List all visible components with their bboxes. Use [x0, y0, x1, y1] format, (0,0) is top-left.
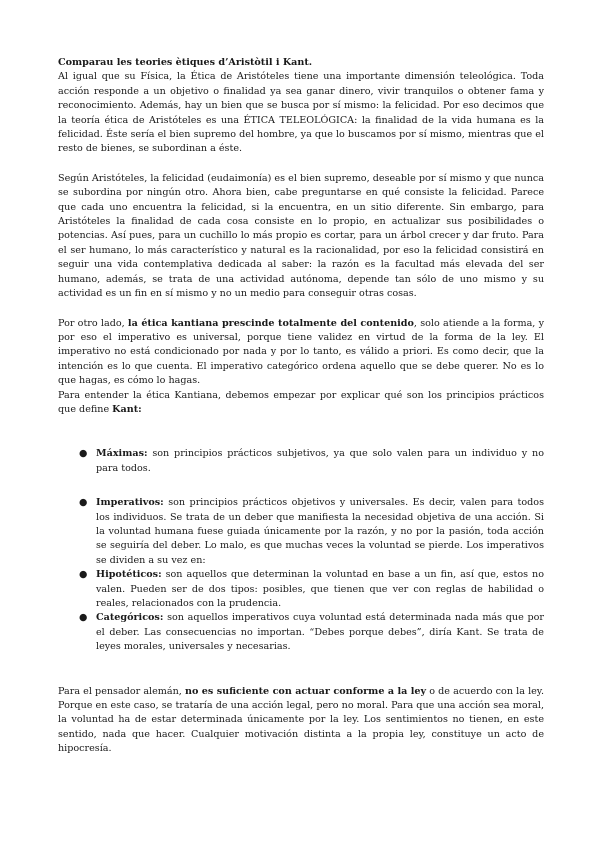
bold-phrase: no es suficiente con actuar conforme a la ley	[184, 685, 427, 697]
bold-phrase: la ética kantiana prescinde totalmente del contenido	[127, 317, 414, 329]
list-item-categoricos: ● Categóricos: son aquellos imperativos cuya voluntad está determinada nada más que por el deber. Las consecuencias no importan. “Debes porque debes”, diría Kant. Se trata de leyes morales, universales y necesarias.	[79, 612, 544, 653]
paragraph-kant-form: Por otro lado, la ética kantiana prescinde totalmente del contenido, solo atiende a la forma, y por eso el imperativo es universal, porque tiene validez en virtud de la forma de la ley. El imperativo no está condicionado por nada y por lo tanto, es válido a priori. Es como decir, que la intención es lo que cuenta. El imperativo categórico ordena aquello que se debe querer. No es lo que hagas, es cómo lo hagas.	[58, 317, 545, 387]
list-item-hipoteticos: ● Hipotéticos: son aquellos que determinan la voluntad en base a un fin, así que, estos no valen. Pueden ser de dos tipos: posibles, que tienen que ver con reglas de habilidad o reales, relacionados con la prudencia.	[79, 569, 544, 609]
paragraph-kant-law: Para el pensador alemán, no es suficiente con actuar conforme a la ley o de acuerdo con la ley. Porque en este caso, se trataría de una acción legal, pero no moral. Para que una acción sea moral, la voluntad ha de estar determinada únicamente por la ley. Los sentimientos no tienen, en este sentido, nada que hacer. Cualquier motivación distinta a la propia ley, constituye un acto de hipocresía.	[58, 685, 545, 755]
bullet-icon: ●	[79, 569, 88, 581]
paragraph-kant-intro: Para entender la ética Kantiana, debemos empezar por explicar qué son los principios prácticos que define Kant:	[58, 389, 544, 415]
principles-list	[58, 447, 544, 654]
bold-phrase: Kant:	[112, 403, 142, 415]
list-item-maximas: ● Máximas: son principios prácticos subjetivos, ya que solo valen para un individuo y no para todos.	[79, 448, 544, 474]
bullet-icon: ●	[79, 497, 88, 509]
paragraph-aristotle-happiness: Según Aristóteles, la felicidad (eudaimonía) es el bien supremo, deseable por sí mismo y que nunca se subordina por ningún otro. Ahora bien, cabe preguntarse en qué consiste la felicidad. Parece que cada uno encuentra la felicidad, si la encuentra, en un sitio diferente. Sin embargo, para Aristóteles la finalidad de cada cosa consiste en lo propio, en actualizar sus posibilidades o potencias. Así pues, para un cuchillo lo más propio es cortar, para un árbol crecer y dar fruto. Para el ser humano, lo más característico y natural es la racionalidad, por eso la felicidad consistirá en seguir una vida contemplativa dedicada al saber: la razón es la facultad más elevada del ser humano, además, se trata de una actividad autónoma, depende tan sólo de uno mismo y su actividad es un fin en sí mismo y no un medio para conseguir otras cosas.	[58, 172, 544, 300]
paragraph-aristotle-teleology: Al igual que su Física, la Ética de Aristóteles tiene una importante dimensión teleológica. Toda acción responde a un objetivo o finalidad ya sea ganar dinero, vivir tranquilos o obtener fama y reconocimiento. Además, hay un bien que se busca por sí mismo: la felicidad. Por eso decimos que la teoría ética de Aristóteles es una ÉTICA TELEOLÓGICA: la finalidad de la vida humana es la felicidad. Éste sería el bien supremo del hombre, ya que lo buscamos por sí mismo, mientras que el resto de bienes, se subordinan a éste.	[58, 71, 544, 155]
document-title: Comparau les teories ètiques d’Aristòtil i Kant.	[58, 57, 313, 68]
document-page	[58, 56, 544, 757]
list-item-imperativos: ● Imperativos: son principios prácticos objetivos y universales. Es decir, valen para todos los individuos. Se trata de un deber que manifiesta la necesidad objetiva de una acción. Si la voluntad humana fuese guiada únicamente por la razón, y no por la pasión, toda acción se seguiría del deber. Lo malo, es que muchas veces la voluntad se pierde. Los imperativos se dividen a su vez en:	[79, 497, 544, 566]
bullet-icon: ●	[79, 612, 88, 624]
bullet-icon: ●	[79, 448, 88, 460]
